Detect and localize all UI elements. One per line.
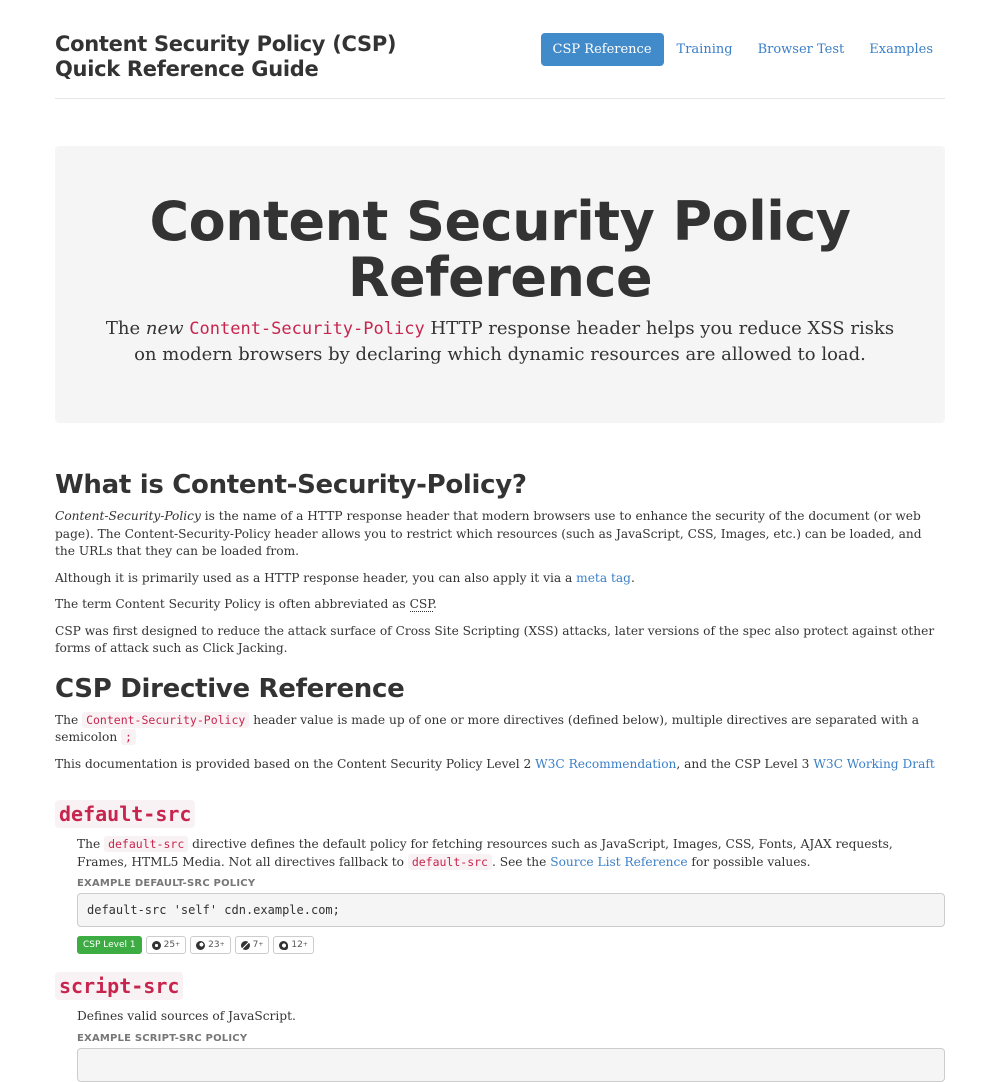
chrome-version: 25: [163, 940, 176, 950]
script-src-example-label: EXAMPLE SCRIPT-SRC POLICY: [77, 1032, 248, 1044]
default-src-description: [77, 836, 945, 871]
chrome-support-badge[interactable]: 25 +: [146, 936, 186, 954]
default-src-support-badges: [77, 936, 945, 954]
w3c-working-draft-link[interactable]: W3C Working Draft: [813, 756, 935, 771]
directive-default-src: [55, 782, 945, 954]
ref-p1-code: Content-Security-Policy: [82, 712, 249, 728]
script-src-example-code[interactable]: [77, 1048, 945, 1082]
what-paragraph-4: CSP was first designed to reduce the attack surface of Cross Site Scripting (XSS) attacks, later versions of the spec also protect against other forms of attack such as Click Jacking.: [55, 623, 935, 655]
directive-body-script-src: [77, 1008, 945, 1082]
chrome-icon: [152, 941, 161, 950]
csp-level-badge[interactable]: CSP Level 1: [77, 936, 142, 954]
directive-title-script-src[interactable]: script-src: [55, 972, 183, 1000]
meta-tag-link[interactable]: meta tag: [576, 570, 631, 585]
site-header: [55, 30, 945, 99]
nav-csp-reference[interactable]: CSP Reference: [541, 33, 664, 66]
ref-p2-pre: This documentation is provided based on the Content Security Policy Level 2: [55, 756, 536, 771]
directive-title-default-src[interactable]: default-src: [55, 800, 195, 828]
what-p1-rest: is the name of a HTTP response header that modern browsers use to enhance the security of the document (or web page). The Content-Security-Policy header allows you to restrict which resources (such as JavaScript, CSS, Images, etc.) can be loaded, and the URLs that they can be loaded from.: [55, 509, 922, 558]
hero-title-line2: Reference: [347, 246, 653, 309]
what-p3-post: .: [432, 597, 437, 611]
page-container: [55, 0, 945, 1082]
reference-paragraph-2: [55, 756, 945, 774]
nav-training[interactable]: Training: [676, 42, 733, 57]
default-src-example-label: EXAMPLE DEFAULT-SRC POLICY: [77, 878, 256, 889]
hero-lead-em: new: [145, 318, 184, 339]
directive-body-default-src: [77, 836, 945, 954]
what-paragraph-1: [55, 508, 945, 561]
ref-p1-semicolon: ;: [121, 729, 136, 745]
hero-lead: [100, 316, 900, 368]
source-list-reference-link[interactable]: Source List Reference: [550, 854, 688, 869]
firefox-version: 23: [208, 940, 220, 950]
safari-support-badge[interactable]: 7 +: [235, 936, 270, 954]
what-heading: What is Content-Security-Policy?: [55, 470, 527, 500]
hero-jumbotron: [55, 146, 945, 423]
edge-support-badge[interactable]: 12 +: [273, 936, 313, 954]
reference-paragraph-1: [55, 712, 945, 747]
what-p3-pre: The term Content Security Policy is often abbreviated as: [55, 597, 410, 611]
what-paragraph-3: [55, 596, 945, 614]
hero-lead-post: HTTP response header helps you reduce XSS risks on modern browsers by declaring which dynamic resources are allowed to load.: [134, 318, 895, 365]
main-nav: [540, 33, 945, 66]
hero-lead-pre: The: [105, 318, 146, 339]
w3c-recommendation-link[interactable]: W3C Recommendation: [535, 756, 677, 771]
hero-lead-code: Content-Security-Policy: [189, 319, 425, 339]
nav-examples[interactable]: Examples: [869, 42, 933, 57]
hero-title-line1: Content Security Policy: [149, 190, 851, 253]
what-p2-post: .: [630, 570, 635, 585]
nav-browser-test[interactable]: Browser Test: [757, 42, 845, 57]
ref-p1-pre: The: [55, 712, 83, 727]
csp-abbr[interactable]: CSP: [409, 597, 433, 611]
default-src-desc-pre: The: [77, 837, 105, 851]
default-src-desc-code: default-src: [104, 836, 188, 852]
ref-p1-mid: header value is made up of one or more directives (defined below), multiple directives are separated with a semicolon: [55, 712, 920, 744]
script-src-description: Defines valid sources of JavaScript.: [77, 1009, 296, 1023]
edge-icon: [279, 941, 288, 950]
site-title-line2: Quick Reference Guide: [55, 57, 319, 81]
default-src-example-code[interactable]: default-src 'self' cdn.example.com;: [77, 893, 945, 927]
what-paragraph-2: [55, 570, 945, 588]
firefox-icon: [196, 941, 205, 950]
site-title[interactable]: [55, 32, 396, 82]
default-src-desc-mid: directive defines the default policy for fetching resources such as JavaScript, Images, CSS, Fonts, AJAX requests, Frames, HTML5 Media. Not all directives fallback to: [77, 837, 893, 869]
what-p2-pre: Although it is primarily used as a HTTP response header, you can also apply it via a: [55, 570, 577, 585]
default-src-desc-mid2: . See the: [491, 854, 551, 869]
edge-version: 12: [291, 940, 303, 950]
safari-icon: [241, 941, 250, 950]
reference-heading: CSP Directive Reference: [55, 673, 405, 704]
safari-version: 7: [252, 940, 259, 950]
firefox-support-badge[interactable]: 23 +: [190, 936, 230, 954]
default-src-desc-code2: default-src: [408, 854, 492, 870]
ref-p2-mid: , and the CSP Level 3: [676, 756, 814, 771]
directive-script-src: [55, 954, 945, 1082]
site-title-line1: Content Security Policy (CSP): [55, 32, 397, 56]
hero-title: [55, 190, 945, 309]
what-p1-em: Content-Security-Policy: [55, 509, 201, 523]
default-src-desc-post: for possible values.: [687, 854, 811, 869]
